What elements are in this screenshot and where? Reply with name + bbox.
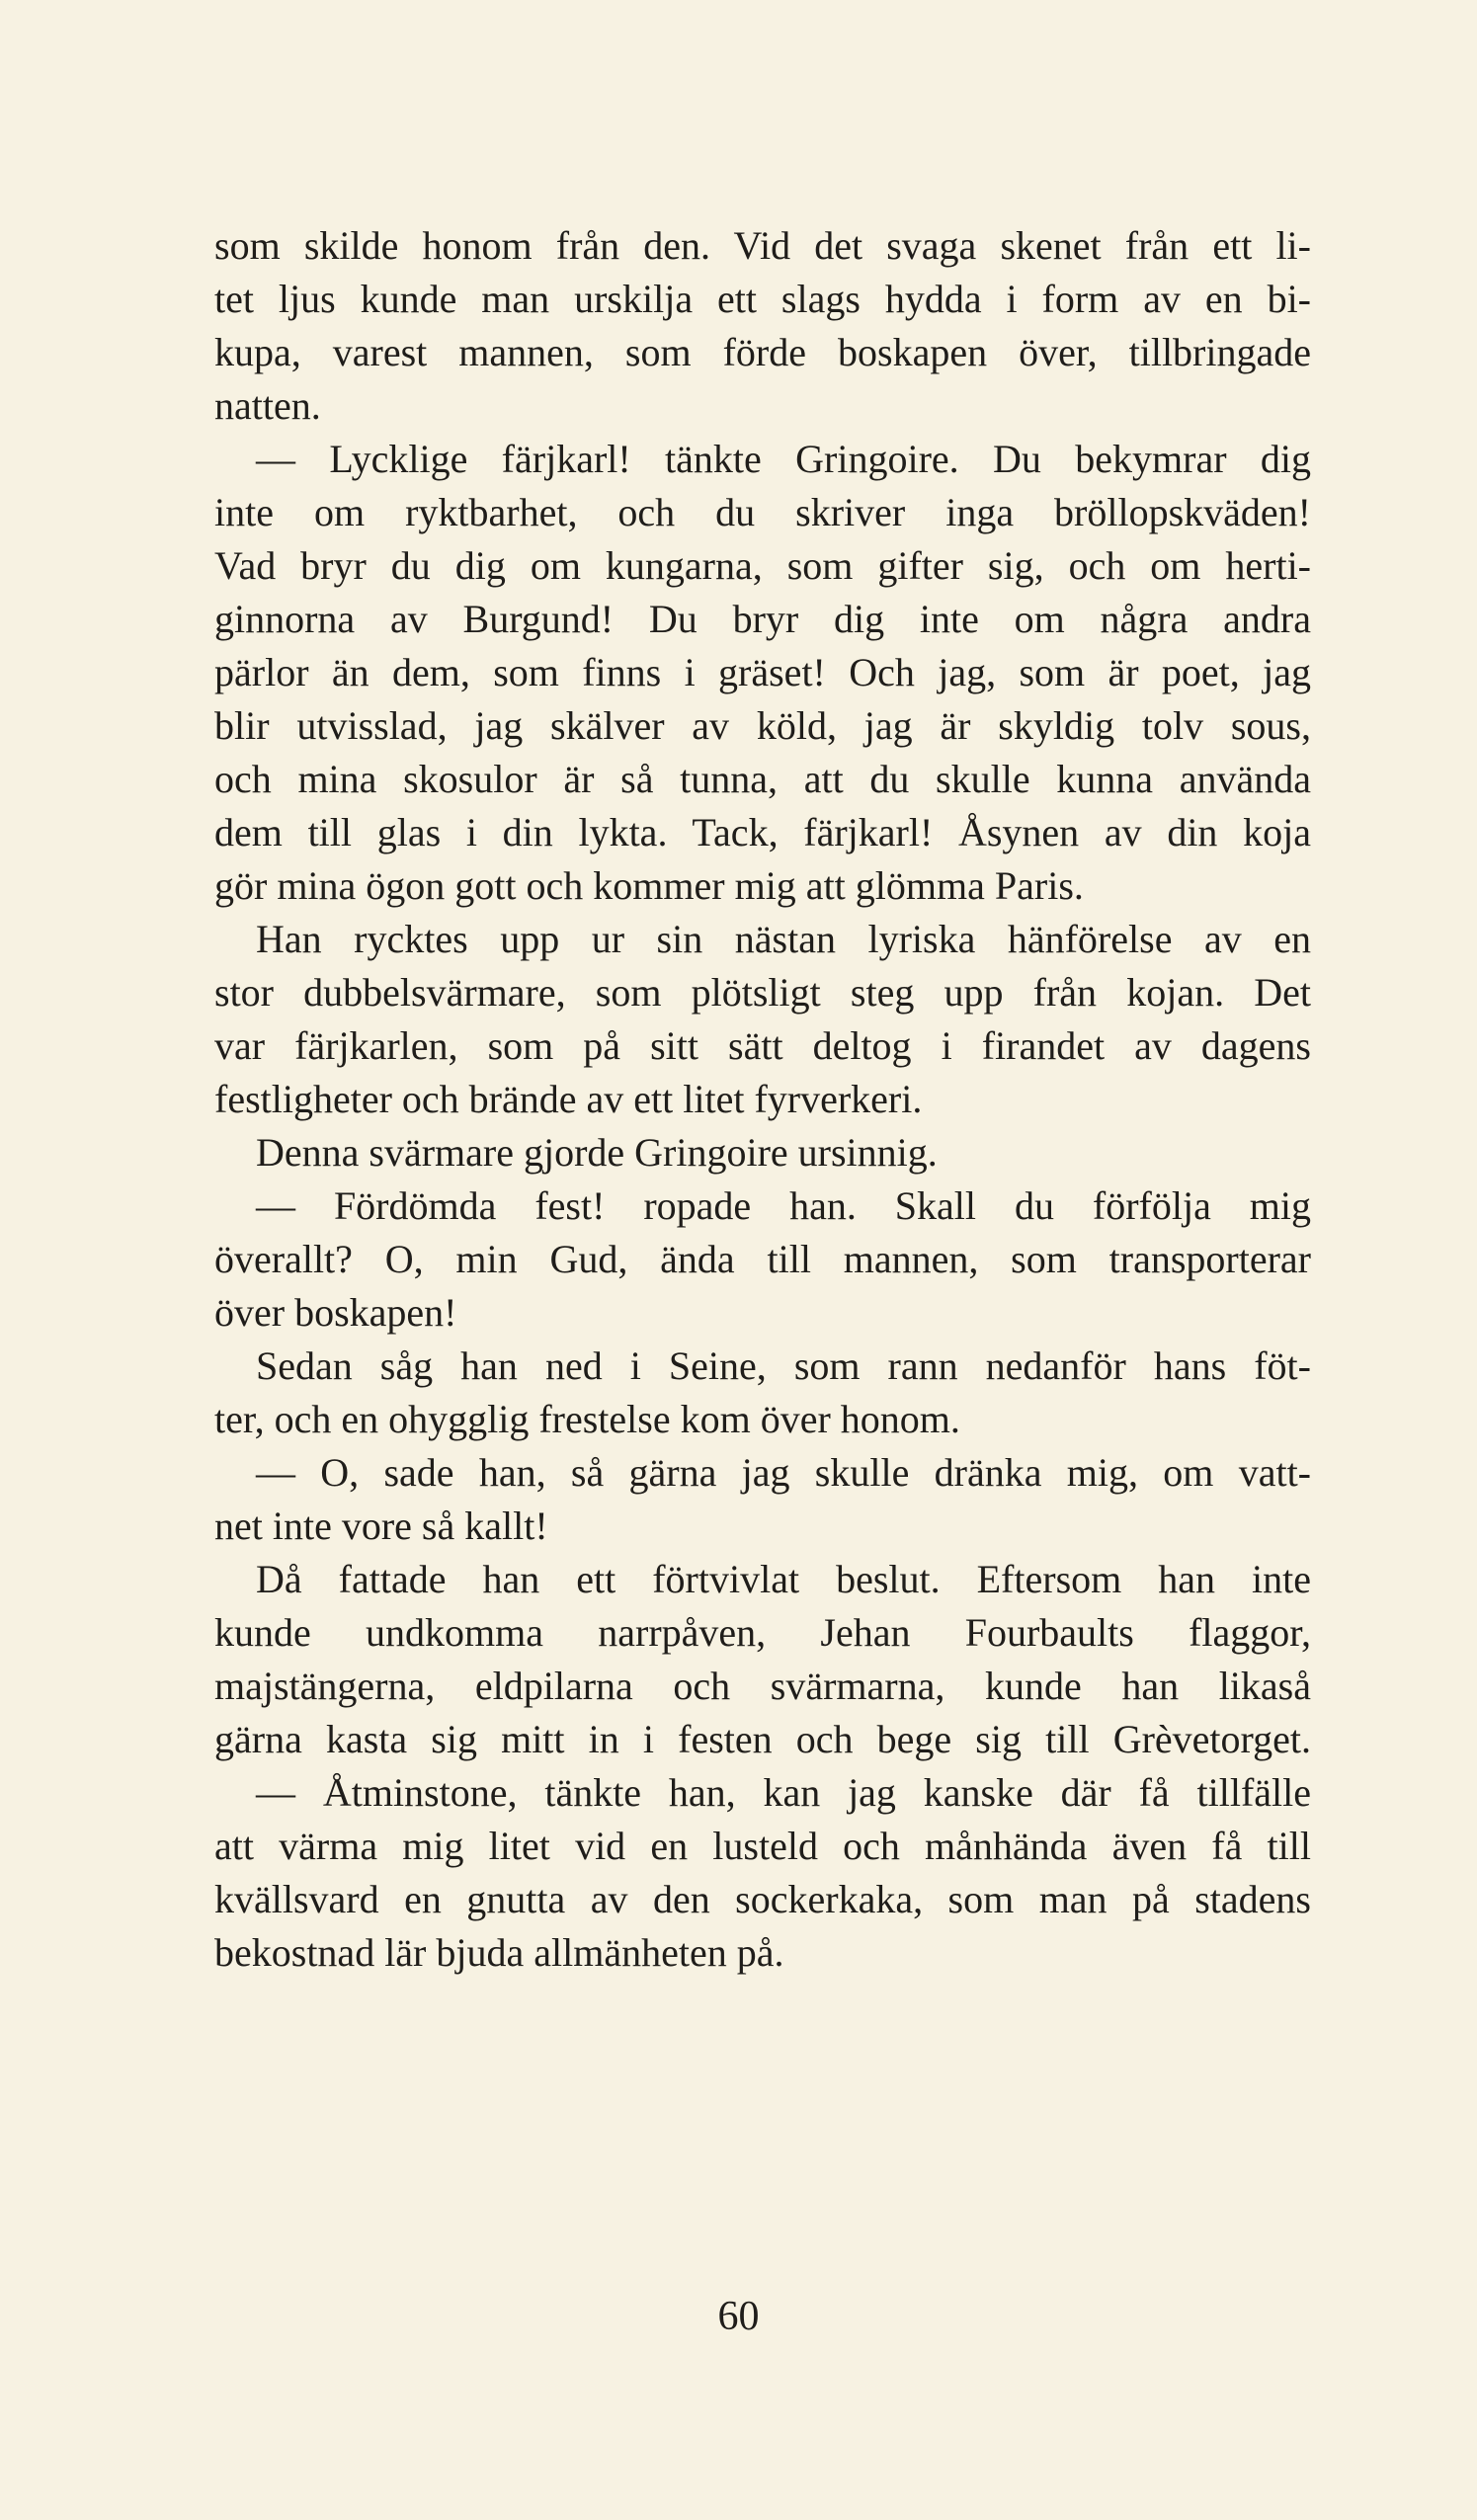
- text-line: bekostnad lär bjuda allmänheten på.: [214, 1930, 784, 1975]
- text-line: blir utvisslad, jag skälver av köld, jag är skyldig tolv sous,: [214, 703, 1311, 748]
- text-line: majstängerna, eldpilarna och svärmarna, kunde han likaså: [214, 1664, 1311, 1708]
- text-line: stor dubbelsvärmare, som plötsligt steg upp från kojan. Det: [214, 970, 1311, 1015]
- text-line: net inte vore så kallt!: [214, 1504, 548, 1548]
- text-line: Denna svärmare gjorde Gringoire ursinnig.: [256, 1130, 938, 1175]
- text-line: natten.: [214, 383, 321, 428]
- text-line: dem till glas i din lykta. Tack, färjkarl! Åsynen av din koja: [214, 810, 1311, 854]
- text-line: festligheter och brände av ett litet fyrverkeri.: [214, 1077, 923, 1121]
- text-line: överallt? O, min Gud, ända till mannen, som transporterar: [214, 1237, 1311, 1281]
- text-line: kunde undkomma narrpåven, Jehan Fourbaults flaggor,: [214, 1610, 1311, 1655]
- text-line: ter, och en ohygglig frestelse kom över honom.: [214, 1397, 960, 1441]
- text-line: att värma mig litet vid en lusteld och månhända även få till: [214, 1824, 1311, 1868]
- text-line: — Lycklige färjkarl! tänkte Gringoire. Du bekymrar dig: [256, 437, 1311, 481]
- text-line: — Åtminstone, tänkte han, kan jag kanske där få tillfälle: [256, 1770, 1311, 1815]
- text-line: gärna kasta sig mitt in i festen och bege sig till Grèvetorget.: [214, 1717, 1311, 1761]
- text-line: gör mina ögon gott och kommer mig att glömma Paris.: [214, 863, 1084, 908]
- text-line: och mina skosulor är så tunna, att du skulle kunna använda: [214, 757, 1311, 801]
- text-line: — Fördömda fest! ropade han. Skall du förfölja mig: [256, 1183, 1311, 1228]
- text-line: inte om ryktbarhet, och du skriver inga bröllopskväden!: [214, 490, 1311, 534]
- text-line: som skilde honom från den. Vid det svaga skenet från ett li-: [214, 223, 1311, 268]
- text-line: pärlor än dem, som finns i gräset! Och jag, som är poet, jag: [214, 650, 1311, 694]
- text-line: Då fattade han ett förtvivlat beslut. Eftersom han inte: [256, 1557, 1311, 1601]
- text-line: Sedan såg han ned i Seine, som rann nedanför hans föt-: [256, 1343, 1311, 1388]
- text-line: kvällsvard en gnutta av den sockerkaka, som man på stadens: [214, 1877, 1311, 1921]
- text-line: tet ljus kunde man urskilja ett slags hydda i form av en bi-: [214, 277, 1311, 321]
- text-line: — O, sade han, så gärna jag skulle dränka mig, om vatt-: [256, 1450, 1311, 1495]
- text-line: var färjkarlen, som på sitt sätt deltog i firandet av dagens: [214, 1023, 1311, 1068]
- text-line: kupa, varest mannen, som förde boskapen över, tillbringade: [214, 330, 1311, 374]
- text-line: Vad bryr du dig om kungarna, som gifter sig, och om herti-: [214, 543, 1311, 588]
- text-line: ginnorna av Burgund! Du bryr dig inte om några andra: [214, 597, 1311, 641]
- text-line: över boskapen!: [214, 1290, 457, 1335]
- text-line: Han rycktes upp ur sin nästan lyriska hänförelse av en: [256, 917, 1311, 961]
- body-text: [214, 219, 1311, 1980]
- page-number: 60: [717, 2294, 760, 2339]
